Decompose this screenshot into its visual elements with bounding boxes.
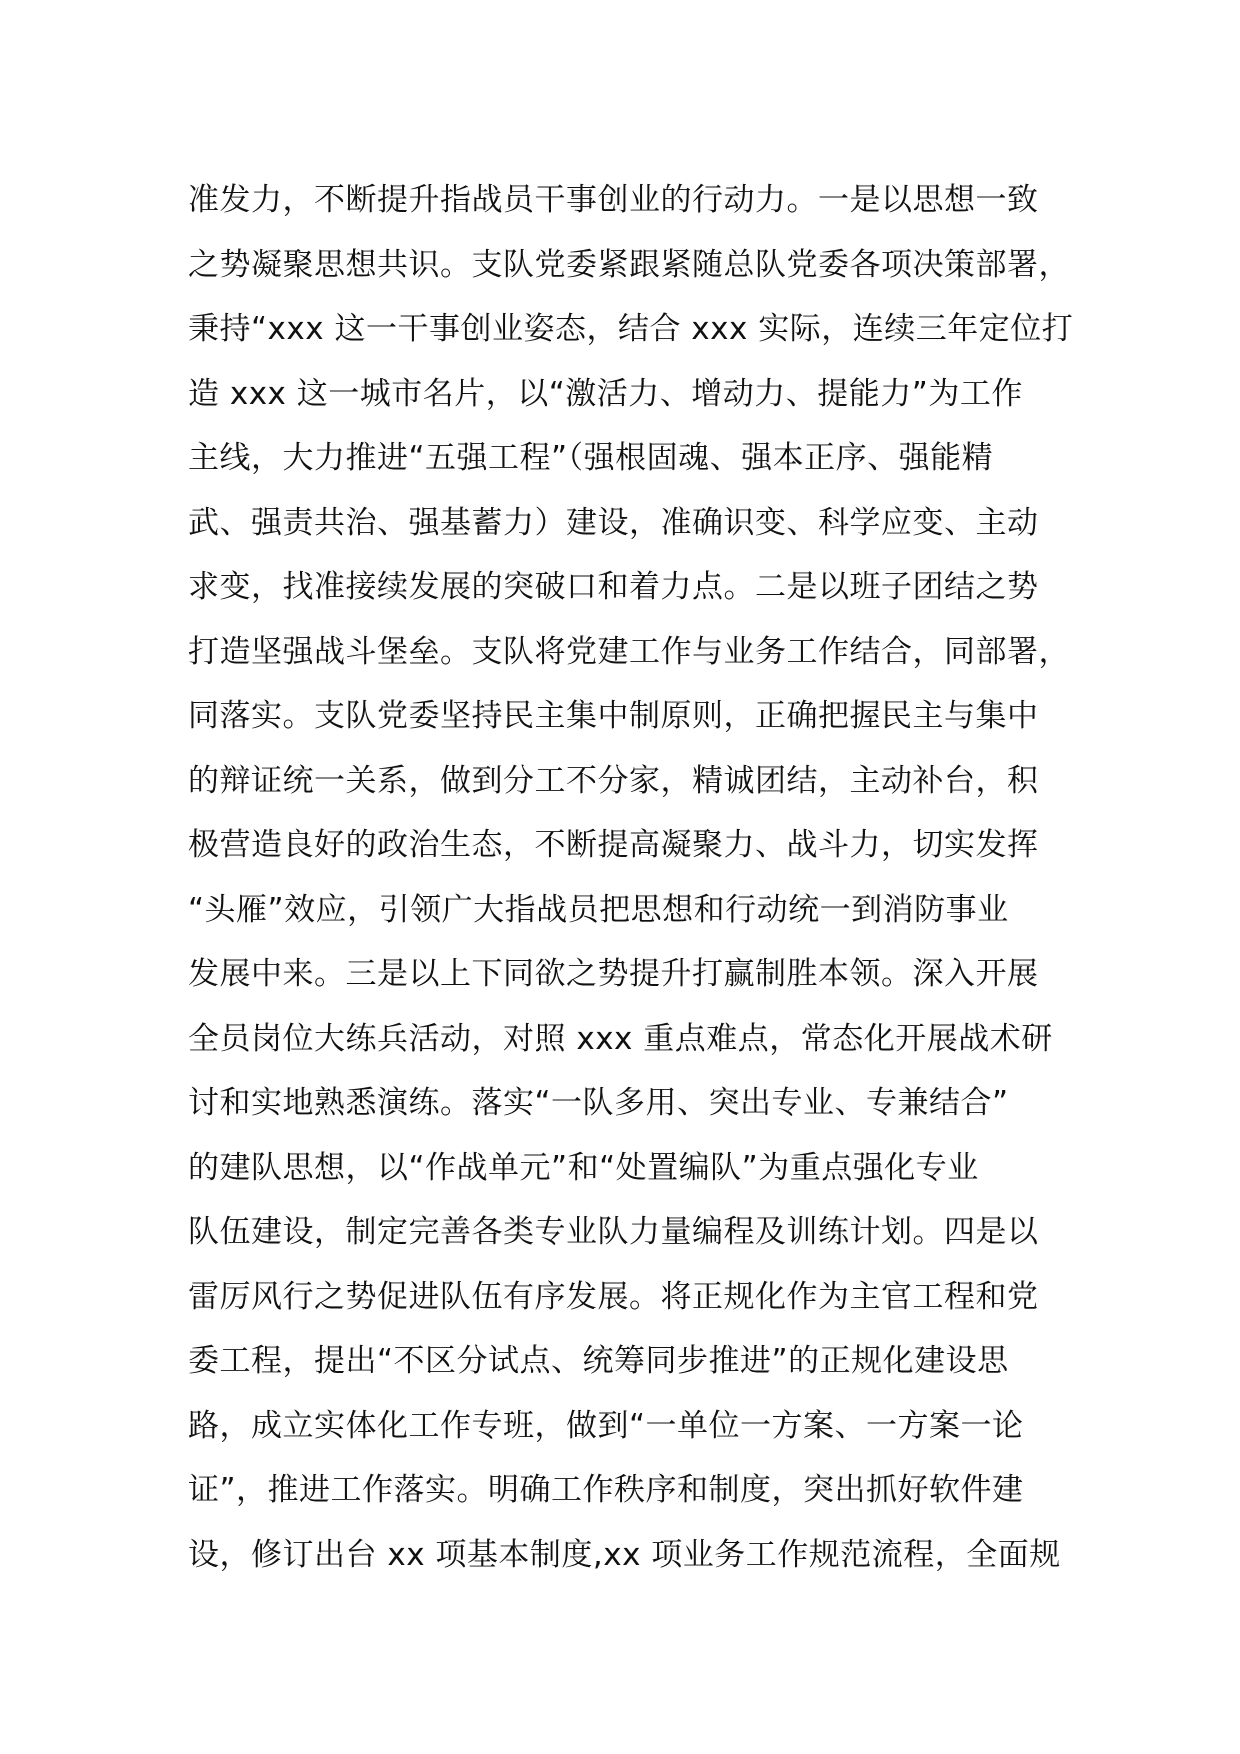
text-line-9: 同落实。支队党委坚持民主集中制原则，正确把握民主与集中 (188, 698, 1039, 734)
text-line-12: “头雁”效应，引领广大指战员把思想和行动统一到消防事业 (188, 891, 1009, 928)
text-line-2: 之势凝聚思想共识。支队党委紧跟紧随总队党委各项决策部署， (188, 246, 1070, 283)
text-line-6: 武、强责共治、强基蓄力）建设，准确识变、科学应变、主动 (188, 504, 1039, 541)
text-line-13: 发展中来。三是以上下同欲之势提升打赢制胜本领。深入开展 (188, 956, 1039, 992)
text-line-3: 秉持“xxx 这一干事创业姿态，结合 xxx 实际，连续三年定位打 (188, 311, 1074, 347)
text-line-5: 主线，大力推进“五强工程”（强根固魂、强本正序、强能精 (188, 440, 994, 476)
text-line-7: 求变，找准接续发展的突破口和着力点。二是以班子团结之势 (188, 569, 1039, 605)
text-line-20: 路，成立实体化工作专班，做到“一单位一方案、一方案一论 (188, 1407, 1024, 1444)
text-line-11: 极营造良好的政治生态，不断提高凝聚力、战斗力，切实发挥 (188, 827, 1039, 863)
text-line-18: 雷厉风行之势促进队伍有序发展。将正规化作为主官工程和党 (188, 1278, 1039, 1315)
text-line-22: 设，修订出台 xx 项基本制度,xx 项业务工作规范流程，全面规 (188, 1536, 1061, 1573)
text-line-8: 打造坚强战斗堡垒。支队将党建工作与业务工作结合，同部署， (188, 633, 1070, 670)
text-line-14: 全员岗位大练兵活动，对照 xxx 重点难点，常态化开展战术研 (188, 1020, 1053, 1057)
text-line-16: 的建队思想，以“作战单元”和“处置编队”为重点强化专业 (188, 1149, 979, 1186)
text-line-17: 队伍建设，制定完善各类专业队力量编程及训练计划。四是以 (188, 1214, 1039, 1250)
text-line-10: 的辩证统一关系，做到分工不分家，精诚团结，主动补台，积 (188, 762, 1039, 799)
text-line-19: 委工程，提出“不区分试点、统筹同步推进”的正规化建设思 (188, 1343, 1009, 1379)
text-line-1: 准发力，不断提升指战员干事创业的行动力。一是以思想一致 (188, 182, 1039, 218)
body-text (188, 168, 1074, 1587)
text-line-21: 证”，推进工作落实。明确工作秩序和制度，突出抓好软件建 (188, 1472, 1024, 1508)
text-line-4: 造 xxx 这一城市名片，以“激活力、增动力、提能力”为工作 (188, 375, 1023, 412)
text-line-15: 讨和实地熟悉演练。落实“一队多用、突出专业、专兼结合” (188, 1085, 1009, 1121)
